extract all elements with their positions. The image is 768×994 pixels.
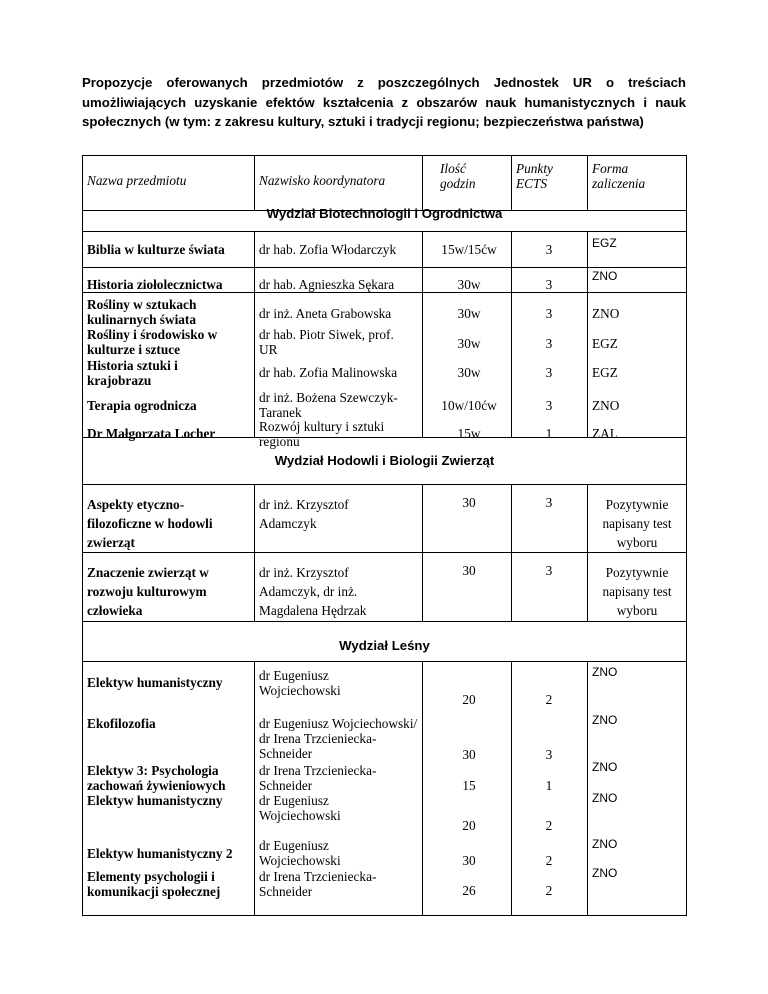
table-rule	[254, 661, 255, 915]
course-name: Historia ziołolecznictwa	[87, 277, 223, 292]
course-ects: 1	[545, 426, 553, 441]
course-ects: 3	[545, 398, 553, 413]
course-ects: 3	[545, 336, 553, 351]
table-rule	[587, 484, 588, 621]
header-forma: Forma zaliczenia	[592, 161, 646, 191]
section-title: Wydział Hodowli i Biologii Zwierząt	[274, 453, 495, 468]
course-ects: 1	[545, 778, 553, 793]
course-coordinator: dr inż. Krzysztof Adamczyk	[259, 497, 349, 531]
course-form: EGZ	[592, 365, 618, 380]
course-hours: 15w	[457, 426, 481, 441]
header-godziny: Ilość godzin	[440, 161, 476, 191]
course-ects: 3	[545, 747, 553, 762]
course-name: Ekofilozofia	[87, 716, 156, 731]
course-hours: 30w	[457, 336, 481, 351]
course-coordinator: dr Eugeniusz Wojciechowski	[259, 838, 341, 868]
course-name: Rośliny i środowisko w kulturze i sztuce	[87, 327, 218, 357]
course-form: ZNO	[592, 665, 618, 679]
course-name: Znaczenie zwierząt w rozwoju kulturowym człowieka	[87, 565, 209, 618]
table-rule	[254, 155, 255, 210]
course-name: Elektyw 3: Psychologia zachowań żywieniowych	[87, 763, 226, 793]
table-rule	[82, 292, 687, 293]
course-ects: 2	[545, 883, 553, 898]
table-rule	[82, 484, 687, 485]
course-name: Dr Małgorzata Locher	[87, 426, 216, 441]
course-form: ZNO	[592, 760, 618, 774]
table-rule	[82, 915, 687, 916]
course-coordinator: dr hab. Agnieszka Sękara	[259, 277, 395, 292]
course-form: ZNO	[592, 306, 620, 321]
table-rule	[511, 155, 512, 210]
table-rule	[587, 155, 588, 210]
course-coordinator: dr Irena Trzcieniecka-Schneider	[259, 763, 377, 793]
course-hours: 26	[462, 883, 476, 898]
table-rule	[82, 552, 687, 553]
table-rule	[254, 484, 255, 621]
courses-table	[82, 155, 687, 915]
course-form: ZNO	[592, 713, 618, 727]
course-ects: 2	[545, 853, 553, 868]
course-hours: 30	[462, 853, 476, 868]
course-coordinator: dr Eugeniusz Wojciechowski	[259, 668, 341, 698]
course-ects: 2	[545, 818, 553, 833]
course-form: ZNO	[592, 866, 618, 880]
table-rule	[82, 231, 687, 232]
course-ects: 3	[545, 495, 553, 510]
course-coordinator: dr inż. Bożena Szewczyk-Taranek	[259, 390, 398, 420]
course-form: ZNO	[592, 398, 620, 413]
table-rule	[254, 231, 255, 437]
course-hours: 30w	[457, 277, 481, 292]
course-ects: 3	[545, 306, 553, 321]
course-hours: 15	[462, 778, 476, 793]
course-name: Aspekty etyczno-filozoficzne w hodowli zwierząt	[87, 497, 213, 550]
table-rule	[587, 231, 588, 437]
course-hours: 30	[462, 747, 476, 762]
course-coordinator: dr Eugeniusz Wojciechowski	[259, 793, 341, 823]
course-hours: 20	[462, 818, 476, 833]
course-coordinator: dr hab. Zofia Malinowska	[259, 365, 398, 380]
page-title: Propozycje oferowanych przedmiotów z poszczególnych Jednostek UR o treściach umożliwiających uzyskanie efektów kształcenia z obszarów nauk humanistycznych i nauk społecznych (w tym: z zakresu kultury, sztuki i tradycji regionu; bezpieczeństwa państwa)	[82, 75, 686, 129]
course-hours: 10w/10ćw	[441, 398, 497, 413]
course-ects: 3	[545, 563, 553, 578]
table-rule	[82, 155, 687, 156]
course-name: Elektyw humanistyczny	[87, 675, 223, 690]
course-form: Pozytywnie napisany test wyboru	[602, 497, 672, 550]
course-ects: 3	[545, 242, 553, 257]
course-coordinator: Rozwój kultury i sztuki regionu	[259, 419, 385, 449]
course-coordinator: dr hab. Zofia Włodarczyk	[259, 242, 397, 257]
course-hours: 30w	[457, 306, 481, 321]
course-coordinator: dr inż. Krzysztof Adamczyk, dr inż. Magdalena Hędrzak	[259, 565, 367, 618]
table-rule	[422, 231, 423, 437]
table-rule	[82, 621, 687, 622]
course-coordinator: dr Irena Trzcieniecka-Schneider	[259, 869, 377, 899]
table-rule	[587, 661, 588, 915]
course-name: Elektyw humanistyczny	[87, 793, 223, 808]
course-hours: 30	[462, 495, 476, 510]
table-rule	[82, 661, 687, 662]
course-form: ZNO	[592, 837, 618, 851]
course-ects: 3	[545, 277, 553, 292]
header-nazwa: Nazwa przedmiotu	[87, 173, 187, 188]
course-form: EGZ	[592, 336, 618, 351]
course-ects: 2	[545, 692, 553, 707]
course-form: ZAL	[592, 426, 618, 441]
course-hours: 30w	[457, 365, 481, 380]
course-hours: 30	[462, 563, 476, 578]
course-hours: 20	[462, 692, 476, 707]
course-name: Biblia w kulturze świata	[87, 242, 225, 257]
course-coordinator: dr Eugeniusz Wojciechowski/ dr Irena Trzcieniecka- Schneider	[259, 716, 418, 761]
course-hours: 15w/15ćw	[441, 242, 497, 257]
course-name: Elektyw humanistyczny 2	[87, 846, 233, 861]
course-form: Pozytywnie napisany test wyboru	[602, 565, 672, 618]
header-ects: Punkty ECTS	[516, 161, 553, 191]
course-name: Terapia ogrodnicza	[87, 398, 197, 413]
course-form: ZNO	[592, 269, 618, 283]
table-rule	[686, 155, 687, 915]
course-form: EGZ	[592, 236, 617, 250]
course-name: Historia sztuki i krajobrazu	[87, 358, 178, 388]
course-coordinator: dr hab. Piotr Siwek, prof. UR	[259, 327, 394, 357]
table-rule	[422, 155, 423, 210]
table-rule	[422, 661, 423, 915]
section-title: Wydział Biotechnologii i Ogrodnictwa	[266, 206, 503, 221]
course-form: ZNO	[592, 791, 618, 805]
course-coordinator: dr inż. Aneta Grabowska	[259, 306, 392, 321]
table-rule	[82, 155, 83, 915]
course-ects: 3	[545, 365, 553, 380]
table-rule	[422, 484, 423, 621]
course-name: Elementy psychologii i komunikacji społecznej	[87, 869, 221, 899]
section-title: Wydział Leśny	[339, 638, 430, 653]
header-koordynator: Nazwisko koordynatora	[259, 173, 386, 188]
course-name: Rośliny w sztukach kulinarnych świata	[87, 297, 197, 327]
